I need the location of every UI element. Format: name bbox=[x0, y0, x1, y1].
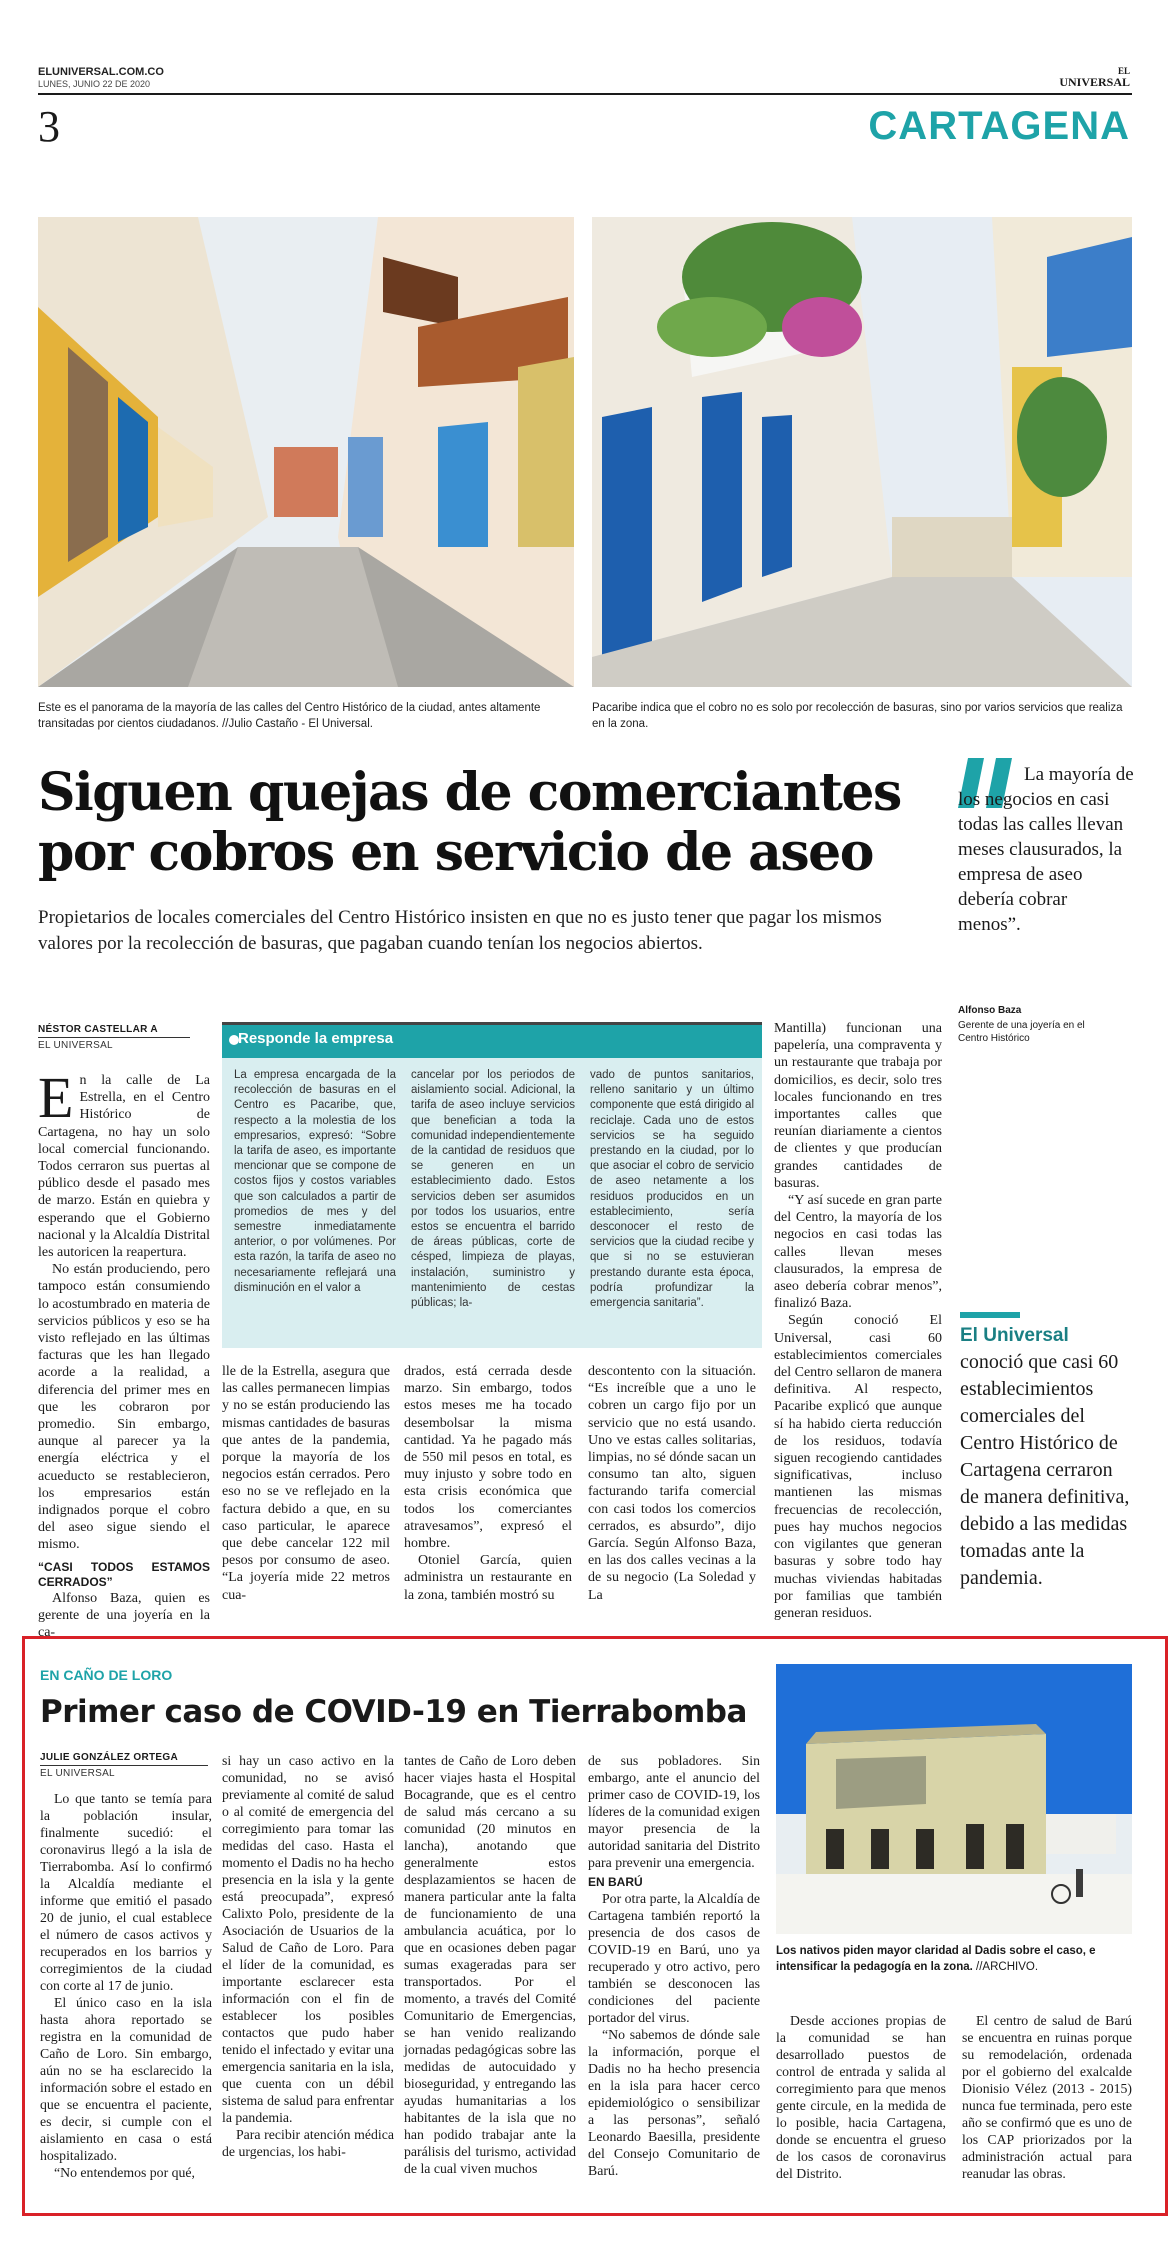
story2-c1-p3: “No entendemos por qué, bbox=[54, 2165, 195, 2180]
sidebar-column-2: cancelar por los periodos de aislamiento social. Adicional, la tarifa de aseo incluye servicios que benefician a toda la comunidad independientemente de la cantidad de residuos que se generen en un establecimiento dado. Estos servicios deben ser asumidos por todos los usuarios, entre estos se encuentra el barrido de áreas públicas, corte de césped, limpieza de playas, instalación, suministro y mantenimiento de cestas públicas; la- bbox=[411, 1069, 575, 1310]
highlight-text: conoció que casi 60 establecimientos comerciales del Centro Histórico de Cartagena cerraron de manera definitiva, debido a las medidas tomadas ante la pandemia. bbox=[960, 1351, 1130, 1589]
article-column-2 bbox=[222, 1363, 390, 1604]
col5-paragraph-2: “Y así sucede en gran parte del Centro, la mayoría de los negocios en casi todas las calles llevan meses clausurados, la empresa de aseo debería cobrar menos”, finalizó Baza. bbox=[774, 1193, 942, 1312]
article-deck: Propietarios de locales comerciales del Centro Histórico insisten en que no es justo tener que pagar los mismos valores por la recolección de basuras, que pagaban cuando tenían los negocios abiertos. bbox=[38, 907, 882, 954]
issue-date: LUNES, JUNIO 22 DE 2020 bbox=[38, 79, 151, 89]
highlight-box bbox=[960, 1322, 1132, 1592]
photo-flowered-street-right bbox=[592, 217, 1132, 687]
sidebar-title: Responde la empresa bbox=[238, 1030, 394, 1047]
highlight-bar bbox=[960, 1312, 1020, 1318]
story2-c4-p3: “No sabemos de dónde sale la información, porque el Dadis no ha hecho presencia en la isla para hacer cerco epidemiológico o sensibilizar a las personas”, señaló Leonardo Baesilla, presidente del Consejo Comunitario de Barú. bbox=[588, 2027, 760, 2178]
header-rule bbox=[38, 93, 1132, 95]
byline-rule bbox=[38, 1037, 190, 1038]
story2-c5-p: Desde acciones propias de la comunidad se han desarrollado puestos de control de entrada y salida al corregimiento para que menos gente circule, en la medida de lo posible, hacia Cartagena, donde se encuentra el grueso de los casos de coronavirus del Distrito. bbox=[776, 2013, 946, 2181]
story2-c4-p1: de sus pobladores. Sin embargo, ante el anuncio del primer caso de COVID-19, los líderes de la comunidad exigen mayor presencia de la autoridad sanitaria del Distrito para prevenir una emergencia. bbox=[588, 1753, 760, 1870]
article-column-4 bbox=[588, 1363, 756, 1604]
story2-byline-rule bbox=[40, 1765, 208, 1766]
story2-caption-bold: Los nativos piden mayor claridad al Dadis sobre el caso, e intensificar la pedagogía en la zona. bbox=[776, 1945, 1096, 1973]
byline-name: NÉSTOR CASTELLAR A bbox=[38, 1024, 158, 1035]
sidebar-column-3: vado de puntos sanitarios, relleno sanitario y un último componente que está dirigido al reciclaje. Cada uno de estos servicios se ha seguido prestando en la ciudad, por lo que asociar el cobro de servicio de aseo netamente a los residuos producidos en un establecimiento, sería desconocer el resto de servicios que la ciudad recibe y que si no se estuvieran prestando durante esta época, podría profundizar la emergencia sanitaria”. bbox=[590, 1069, 754, 1310]
article-column-5 bbox=[774, 1020, 942, 1622]
photo-right-caption: Pacaribe indica que el cobro no es solo por recolección de basuras, sino por varios servicios que realiza en la zona. bbox=[592, 702, 1123, 730]
story2-byline-name: JULIE GONZÁLEZ ORTEGA bbox=[40, 1752, 178, 1763]
story2-c1-p1: Lo que tanto se temía para la población insular, finalmente sucedió: el coronavirus llegó a la isla de Tierrabomba. Así lo confirmó la Alcaldía mediante el informe que emitió el pasado 20 de junio, el cual establece el número de casos activos y recuperados en los barrios y corregimientos de la ciudad con corte al 17 de junio. bbox=[40, 1791, 212, 1993]
sidebar-column-1: La empresa encargada de la recolección de basuras en el Centro es Pacaribe, que, respecto a la molestia de los empresarios, expresó: “Sobre la tarifa de aseo, es importante mencionar que se compone de costos fijos y costos variables que son calculados a partir de promedios de mes y del semestre inmediatamente anterior, o por volúmenes. Por esta razón, la tarifa de aseo no necesariamente reflejará una disminución en el valor a bbox=[234, 1069, 396, 1294]
pull-quote: La mayoría de los negocios en casi todas las calles llevan meses clausurados, la empresa de aseo debería cobrar menos”. bbox=[958, 764, 1134, 935]
story2-kicker: EN CAÑO DE LORO bbox=[40, 1667, 173, 1683]
pull-quote-author: Alfonso Baza bbox=[958, 1005, 1022, 1016]
story2-column-2 bbox=[222, 1752, 394, 2160]
photo-left-caption: Este es el panorama de la mayoría de las calles del Centro Histórico de la ciudad, antes altamente transitadas por cientos ciudadanos. //Julio Castaño - El Universal. bbox=[38, 702, 541, 730]
logo-bottom: UNIVERSAL bbox=[1059, 75, 1130, 89]
story2-column-1 bbox=[40, 1790, 212, 2181]
col3-paragraph-2: Otoniel García, quien administra un restaurante en la zona, también mostró su bbox=[404, 1553, 572, 1603]
col1-paragraph-3: Alfonso Baza, quien es gerente de una joyería en la ca- bbox=[38, 1590, 210, 1641]
col1-subhead: “CASI TODOS ESTAMOS CERRADOS” bbox=[38, 1559, 210, 1589]
logo-top: EL bbox=[1117, 66, 1130, 76]
dropcap: E bbox=[38, 1065, 74, 1130]
newspaper-logo bbox=[1059, 66, 1130, 88]
story2-column-5 bbox=[776, 2012, 946, 2182]
col1-paragraph-1: n la calle de La Estrella, en el Centro Histórico de Cartagena, no hay un solo local comercial funcionando. Todos cerraron sus puertas al público desde el pasado mes de marzo. Están en quiebra y esperando que el Gobierno nacional y la Alcaldía Distrital les autoricen la reapertura. bbox=[38, 1073, 210, 1261]
col4-paragraph: descontento con la situación. “Es increíble que a uno le cobren un cargo fijo por un servicio que no está usando. Uno ve estas calles solitarias, limpias, no sé dónde sacan un consumo tan alto, siguen facturando tarifa comercial con casi todos los comercios cerrados, es absurdo”, dijo García. Según Alfonso Baza, en las dos calles vecinas a la de su negocio (La Soledad y La bbox=[588, 1364, 756, 1603]
story2-c4-subhead: EN BARÚ bbox=[588, 1875, 643, 1889]
section-title: CARTAGENA bbox=[868, 104, 1130, 148]
story2-caption-credit: //ARCHIVO. bbox=[976, 1961, 1039, 1973]
story2-column-3 bbox=[404, 1752, 576, 2177]
byline-org: EL UNIVERSAL bbox=[38, 1040, 113, 1051]
story2-column-6 bbox=[962, 2012, 1132, 2182]
story2-c1-p2: El único caso en la isla hasta ahora reportado se registra en la comunidad de Caño de Loro. Sin embargo, aún no se ha esclarecido la información sobre el estado en que se encuentra el paciente, es decir, si cumple con el aislamiento en casa o está hospitalizado. bbox=[40, 1995, 212, 2163]
col3-paragraph-1: drados, está cerrada desde marzo. Sin embargo, todos estos meses me ha tocado desembolsar la misma cantidad. Ya he pagado más de 550 mil pesos en total, es muy injusto y sobre todo en esta crisis económica que todos los comerciantes atravesamos”, expresó el hombre. bbox=[404, 1364, 572, 1552]
photo-health-center-ruins bbox=[776, 1664, 1132, 1934]
main-headline: Siguen quejas de comerciantes por cobros en servicio de aseo bbox=[38, 762, 901, 883]
story2-column-4 bbox=[588, 1752, 760, 2179]
col5-paragraph-1: Mantilla) funcionan una papelería, una compraventa y un restaurante que trabaja por domicilios, es decir, solo tres locales funcionando en tres importantes calles que reunían diariamente a cientos de clientes y que producían grandes cantidades de basuras. bbox=[774, 1021, 942, 1191]
story2-c6-p: El centro de salud de Barú se encuentra en ruinas porque su remodelación, ordenada por el gobierno del exalcalde Dionisio Vélez (2013 - 2015) nunca fue terminada, pero este año se confirmó que es uno de los CAP priorizados por la administración actual para reanudar las obras. bbox=[962, 2013, 1132, 2181]
col1-paragraph-2: No están produciendo, pero tampoco están consumiendo lo acostumbrado en materia de servicios públicos y eso se ha visto reflejado en las últimas facturas que les han llegado acorde a la realidad, a diferencia del primer mes en que les cobraron por promedio. Sin embargo, aunque al parecer ya la energía eléctrica y el acueducto se restablecieron, los empresarios están indignados porque el cobro del aseo sigue siendo el mismo. bbox=[38, 1262, 210, 1553]
article-column-1 bbox=[38, 1065, 210, 1641]
page-number: 3 bbox=[38, 102, 60, 151]
col2-paragraph: lle de la Estrella, asegura que las calles permanecen limpias y no se están produciendo las mismas cantidades de basuras que antes de la pandemia, porque la mayoría de los negocios están cerrados. Pero eso no se ve reflejado en la factura debido a que, en su caso particular, le aparece que debe cancelar 122 mil pesos por consumo de aseo. “La joyería mide 22 metros cua- bbox=[222, 1364, 390, 1603]
story2-c2-p2: Para recibir atención médica de urgencias, los habi- bbox=[222, 2127, 394, 2159]
photo-empty-street-left bbox=[38, 217, 574, 687]
story2-c2-p1: si hay un caso activo en la comunidad, no se avisó previamente al comité de salud o al comité de emergencia del corregimiento para tomar las medidas del caso. Hasta el momento el Dadis no ha hecho presencia en la isla y la gente está preocupada”, expresó Calixto Polo, presidente de la Asociación de Usuarios de la Salud de Caño de Loro. Para el líder de la comunidad, es importante esclarecer esta información con el fin de establecer los posibles contactos que pudo haber tenido el infectado y evitar una emergencia sanitaria en la isla, que cuenta con un débil sistema de salud para enfrentar la pandemia. bbox=[222, 1753, 394, 2125]
pull-quote-role: Gerente de una joyería en el Centro Histórico bbox=[958, 1020, 1085, 1044]
story2-byline-org: EL UNIVERSAL bbox=[40, 1768, 115, 1779]
story2-c4-p2: Por otra parte, la Alcaldía de Cartagena también reportó la presencia de dos casos de COVID-19 en Barú, uno ya recuperado y otro activo, pero también se desconocen las condiciones del paciente portador del virus. bbox=[588, 1891, 760, 2025]
site-url: ELUNIVERSAL.COM.CO bbox=[38, 66, 164, 78]
story2-photo-caption bbox=[776, 1943, 1136, 1975]
highlight-brand: El Universal bbox=[960, 1325, 1069, 1346]
story2-headline: Primer caso de COVID-19 en Tierrabomba bbox=[40, 1694, 747, 1730]
story2-c3-p1: tantes de Caño de Loro deben hacer viajes hasta el Hospital Bocagrande, que es el centro de salud más cercano a su comunidad (20 minutos en lancha), anotando que generalmente estos desplazamientos se hacen de manera particular ante la falta de funcionamiento de una ambulancia acuática, por lo que en ocasiones deben pagar sumas exageradas para ser transportados. Por el momento, a través del Comité Comunitario de Emergencias, se han venido realizando jornadas pedagógicas sobre las medidas de autocuidado y bioseguridad, y entregando las ayudas humanitarias a los habitantes de la isla que no han podido trabajar ante la parálisis del turismo, actividad de la cual viven muchos bbox=[404, 1753, 576, 2176]
col5-paragraph-3: Según conoció El Universal, casi 60 establecimientos comerciales del Centro sellaron de manera definitiva. Al respecto, Pacaribe explicó que aunque sí ha habido cierta reducción de los residuos, todavía siguen recogiendo cantidades significativas, incluso mantienen las mismas frecuencias de recolección, pues hay muchos negocios con vigilantes que generan basuras y sobre todo hay muchas viviendas habitadas por familias que también generan residuos. bbox=[774, 1313, 942, 1621]
article-column-3 bbox=[404, 1363, 572, 1604]
